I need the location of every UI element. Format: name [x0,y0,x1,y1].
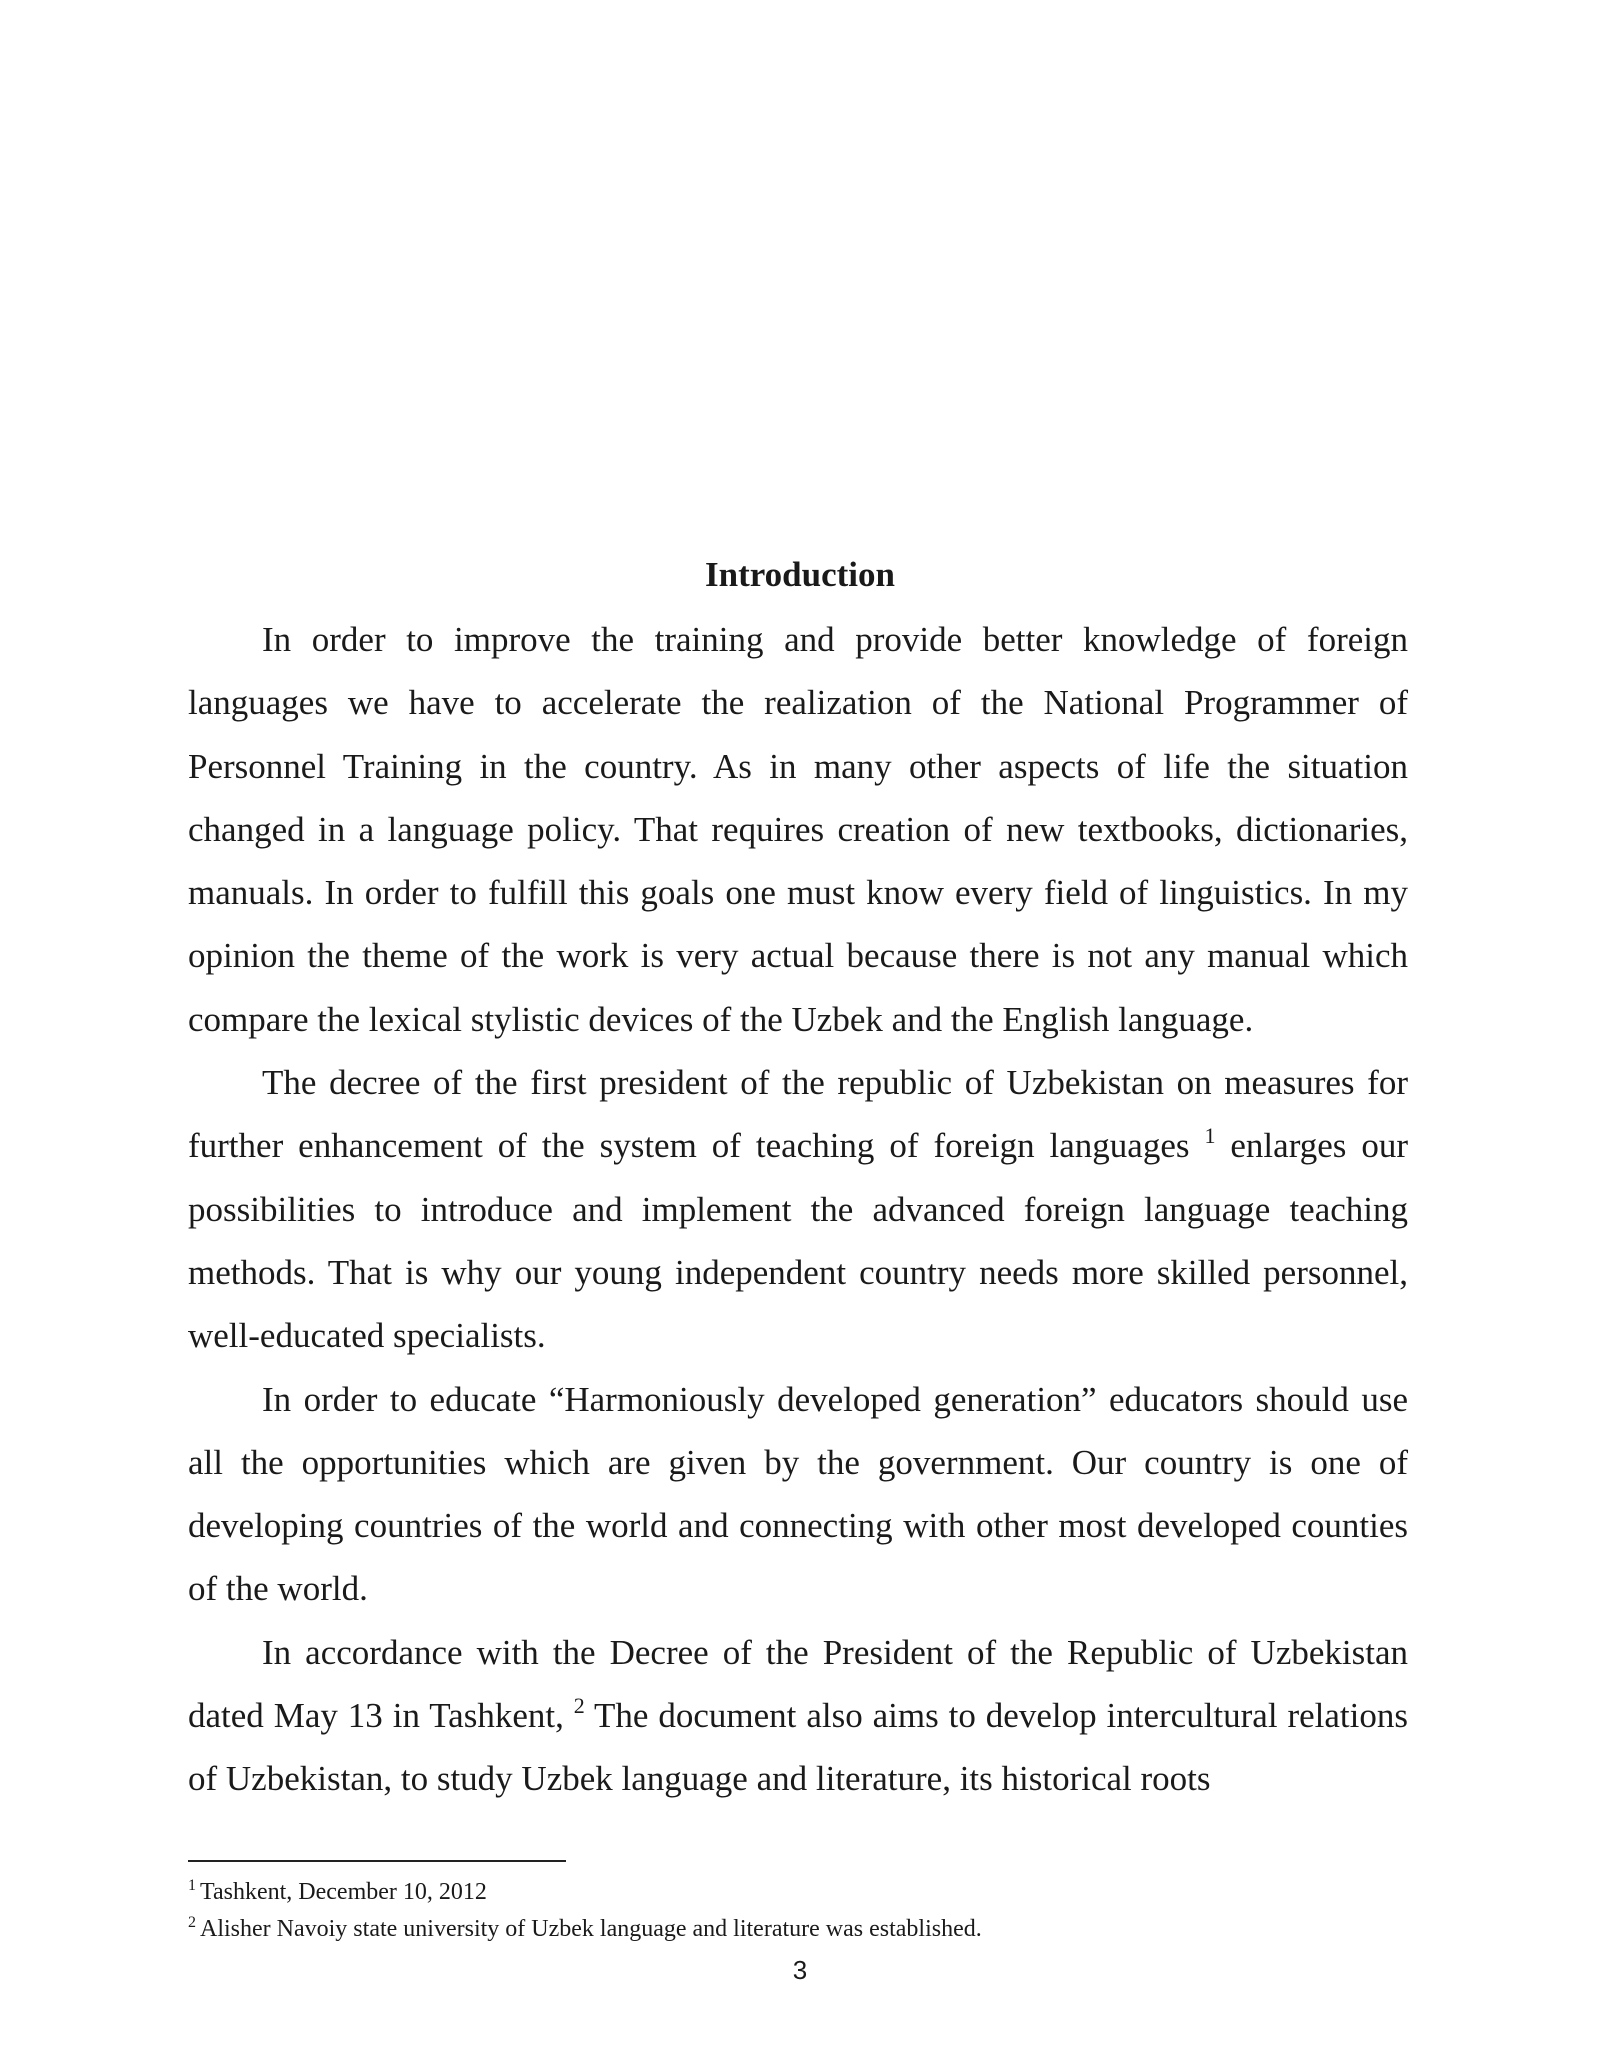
paragraph-1: In order to improve the training and provide better knowledge of foreign languages we have to accelerate the realization of the National Programmer of Personnel Training in the country. As in many other aspects of life the situation changed in a language policy. That requires creation of new textbooks, dictionaries, manuals. In order to fulfill this goals one must know every field of linguistics. In my opinion the theme of the work is very actual because there is not any manual which compare the lexical stylistic devices of the Uzbek and the English language. [188,620,1408,1039]
footnote-2 [188,1911,1408,1948]
footnote-separator [188,1860,566,1862]
body-text [188,608,1408,1811]
paragraph-3: In order to educate “Harmoniously developed generation” educators should use all the opportunities which are given by the government. Our country is one of developing countries of the world and connecting with other most developed counties of the world. [188,1379,1408,1609]
paragraph-2-text-after: enlarges our possibilities to introduce and implement the advanced foreign language teaching methods. That is why our young independent country needs more skilled personnel, well-educated specialists. [188,1126,1408,1356]
paragraph-4-text-after: The document also aims to develop intercultural relations of Uzbekistan, to study Uzbek language and literature, its historical roots [188,1696,1409,1799]
footnote-text-2: Alisher Navoiy state university of Uzbek language and literature was established. [200,1916,982,1942]
section-heading: Introduction [705,555,895,594]
footnote-text-1: Tashkent, December 10, 2012 [200,1879,487,1905]
paragraph-2-text-before: The decree of the first president of the republic of Uzbekistan on measures for further enhancement of the system of teaching of foreign languages [188,1063,1408,1166]
paragraph-4-text-before: In accordance with the Decree of the President of the Republic of Uzbekistan dated May 13 in Tashkent, [188,1632,1408,1736]
footnote-mark-2: 2 [188,1914,196,1931]
page-number: 3 [792,1955,808,1985]
footnote-mark-1: 1 [188,1877,196,1894]
paragraph-4 [188,1621,1408,1811]
footnote-reference-1: 1 [1204,1123,1216,1149]
paragraph-2 [188,1051,1408,1367]
footnotes [188,1874,1408,1948]
footnote-1 [188,1874,1408,1911]
footnote-reference-2: 2 [573,1693,585,1719]
